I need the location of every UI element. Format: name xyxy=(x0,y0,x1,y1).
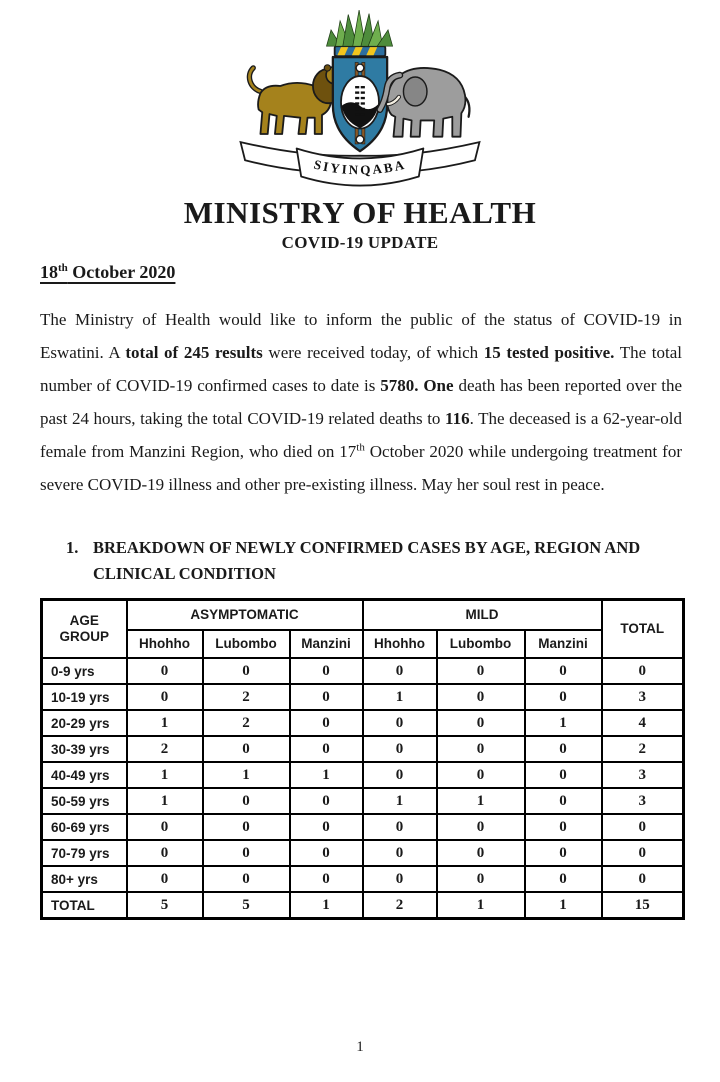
region-header-hhohho: Hhohho xyxy=(363,630,437,658)
row-total-cell: 0 xyxy=(602,840,684,866)
age-group-cell: 10-19 yrs xyxy=(42,684,127,710)
case-count-cell: 1 xyxy=(127,762,203,788)
case-count-cell: 1 xyxy=(127,710,203,736)
case-count-cell: 0 xyxy=(127,658,203,684)
case-count-cell: 2 xyxy=(203,710,290,736)
table-total-row xyxy=(42,892,684,919)
row-total-cell: 0 xyxy=(602,866,684,892)
case-count-cell: 0 xyxy=(363,658,437,684)
case-count-cell: 0 xyxy=(437,658,525,684)
case-count-cell: 0 xyxy=(290,866,363,892)
age-group-cell: 60-69 yrs xyxy=(42,814,127,840)
case-count-cell: 0 xyxy=(363,762,437,788)
table-header-group-row xyxy=(42,600,684,631)
case-count-cell: 5 xyxy=(203,892,290,919)
case-count-cell: 1 xyxy=(127,788,203,814)
section-number: 1. xyxy=(66,538,79,557)
table-row xyxy=(42,736,684,762)
section-heading xyxy=(66,535,680,587)
row-total-cell: 3 xyxy=(602,788,684,814)
row-total-cell: 3 xyxy=(602,762,684,788)
case-count-cell: 0 xyxy=(525,814,602,840)
case-count-cell: 1 xyxy=(363,788,437,814)
age-group-cell: 0-9 yrs xyxy=(42,658,127,684)
table-row xyxy=(42,866,684,892)
motto-text: SIYINQABA xyxy=(312,156,408,178)
case-count-cell: 0 xyxy=(290,710,363,736)
case-count-cell: 0 xyxy=(127,814,203,840)
case-count-cell: 0 xyxy=(525,762,602,788)
section-heading-text: BREAKDOWN OF NEWLY CONFIRMED CASES BY AGE, REGION AND CLINICAL CONDITION xyxy=(93,538,641,583)
case-count-cell: 0 xyxy=(290,840,363,866)
case-count-cell: 0 xyxy=(363,814,437,840)
table-row xyxy=(42,710,684,736)
case-count-cell: 1 xyxy=(363,684,437,710)
case-count-cell: 1 xyxy=(437,788,525,814)
case-count-cell: 1 xyxy=(525,710,602,736)
case-count-cell: 0 xyxy=(203,658,290,684)
case-count-cell: 2 xyxy=(363,892,437,919)
case-count-cell: 0 xyxy=(525,736,602,762)
table-row xyxy=(42,788,684,814)
case-count-cell: 0 xyxy=(203,736,290,762)
case-count-cell: 1 xyxy=(290,892,363,919)
case-count-cell: 0 xyxy=(203,866,290,892)
row-total-cell: 0 xyxy=(602,658,684,684)
age-group-cell: 70-79 yrs xyxy=(42,840,127,866)
case-count-cell: 0 xyxy=(203,840,290,866)
case-count-cell: 0 xyxy=(363,710,437,736)
case-count-cell: 0 xyxy=(203,788,290,814)
region-header-manzini: Manzini xyxy=(525,630,602,658)
table-row xyxy=(42,658,684,684)
coat-of-arms xyxy=(0,0,720,196)
row-total-cell: 0 xyxy=(602,814,684,840)
row-total-cell: 4 xyxy=(602,710,684,736)
case-count-cell: 0 xyxy=(127,866,203,892)
group-header-mild: MILD xyxy=(363,600,602,631)
group-header-asymptomatic: ASYMPTOMATIC xyxy=(127,600,363,631)
case-count-cell: 0 xyxy=(437,762,525,788)
case-count-cell: 2 xyxy=(203,684,290,710)
case-count-cell: 0 xyxy=(525,684,602,710)
headband-icon xyxy=(335,46,386,56)
case-count-cell: 1 xyxy=(203,762,290,788)
table-row xyxy=(42,684,684,710)
row-total-cell: 15 xyxy=(602,892,684,919)
plume-icon xyxy=(327,10,393,46)
age-group-cell: 80+ yrs xyxy=(42,866,127,892)
region-header-manzini: Manzini xyxy=(290,630,363,658)
case-count-cell: 0 xyxy=(525,788,602,814)
document-date: 18th October 2020 xyxy=(40,262,176,282)
case-count-cell: 0 xyxy=(290,814,363,840)
case-count-cell: 0 xyxy=(290,684,363,710)
case-count-cell: 0 xyxy=(363,840,437,866)
case-count-cell: 1 xyxy=(525,892,602,919)
row-total-cell: 3 xyxy=(602,684,684,710)
table-header-region-row xyxy=(42,630,684,658)
case-count-cell: 0 xyxy=(525,866,602,892)
case-count-cell: 0 xyxy=(437,866,525,892)
case-count-cell: 0 xyxy=(203,814,290,840)
row-total-cell: 2 xyxy=(602,736,684,762)
eswatini-coat-of-arms-icon xyxy=(224,10,496,191)
case-count-cell: 0 xyxy=(127,684,203,710)
age-group-cell: 40-49 yrs xyxy=(42,762,127,788)
table-row xyxy=(42,840,684,866)
age-group-cell: 50-59 yrs xyxy=(42,788,127,814)
region-header-lubombo: Lubombo xyxy=(437,630,525,658)
case-count-cell: 0 xyxy=(363,866,437,892)
case-count-cell: 0 xyxy=(437,684,525,710)
case-count-cell: 5 xyxy=(127,892,203,919)
case-count-cell: 0 xyxy=(437,736,525,762)
lion-icon xyxy=(249,65,343,134)
case-count-cell: 0 xyxy=(437,814,525,840)
age-group-cell: 20-29 yrs xyxy=(42,710,127,736)
case-count-cell: 0 xyxy=(127,840,203,866)
age-group-cell: TOTAL xyxy=(42,892,127,919)
case-count-cell: 0 xyxy=(290,736,363,762)
page-subtitle: COVID-19 UPDATE xyxy=(281,233,439,252)
case-count-cell: 1 xyxy=(290,762,363,788)
case-count-cell: 0 xyxy=(290,788,363,814)
page-title: MINISTRY OF HEALTH xyxy=(183,195,537,230)
body-paragraph: The Ministry of Health would like to inform the public of the status of COVID-19 in Eswatini. A total of 245 results were received today, of which 15 tested positive. The total number of COVID-19 confirmed cases to date is 5780. One death has been reported over the past 24 hours, taking the total COVID-19 related deaths to 116. The deceased is a 62-year-old female from Manzini Region, who died on 17th October 2020 while undergoing treatment for severe COVID-19 illness and other pre-existing illness. May her soul rest in peace. xyxy=(40,310,683,494)
total-header: TOTAL xyxy=(602,600,684,659)
motto-ribbon xyxy=(297,148,424,185)
page-number: 1 xyxy=(356,1039,364,1055)
region-header-hhohho: Hhohho xyxy=(127,630,203,658)
case-count-cell: 0 xyxy=(363,736,437,762)
case-count-cell: 0 xyxy=(437,840,525,866)
case-count-cell: 0 xyxy=(525,840,602,866)
table-row xyxy=(42,762,684,788)
case-count-cell: 0 xyxy=(437,710,525,736)
region-header-lubombo: Lubombo xyxy=(203,630,290,658)
case-count-cell: 0 xyxy=(290,658,363,684)
case-count-cell: 2 xyxy=(127,736,203,762)
table-row xyxy=(42,814,684,840)
age-group-header: AGE GROUP xyxy=(42,600,127,659)
age-group-cell: 30-39 yrs xyxy=(42,736,127,762)
cases-table xyxy=(40,598,685,920)
case-count-cell: 1 xyxy=(437,892,525,919)
case-count-cell: 0 xyxy=(525,658,602,684)
